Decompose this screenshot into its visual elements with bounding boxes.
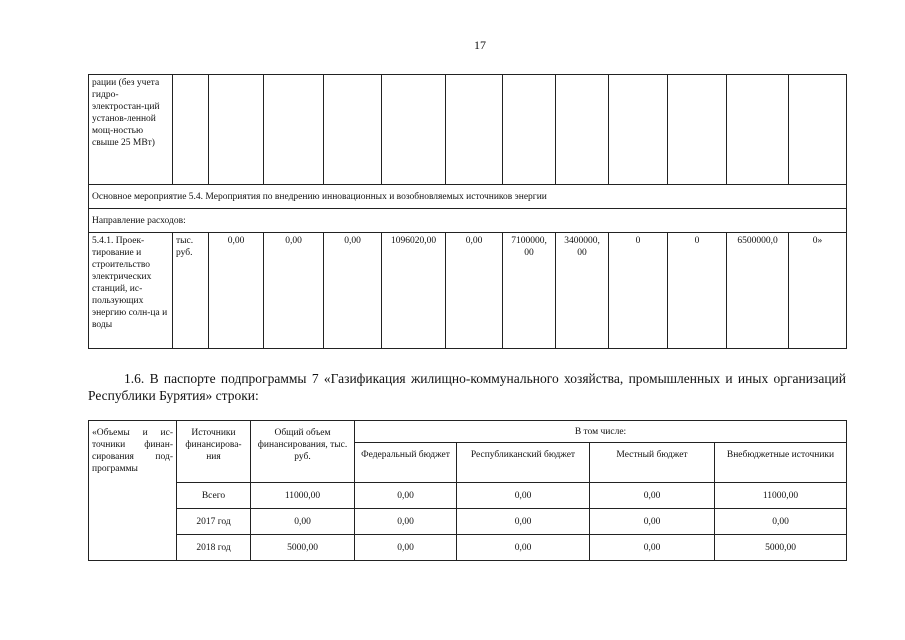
offbudget-cell: 5000,00 — [715, 535, 847, 561]
value-cell: 0,00 — [324, 233, 382, 349]
table-row — [89, 535, 847, 561]
page-number: 17 — [474, 38, 486, 52]
value-cell: 0,00 — [209, 233, 264, 349]
row-label: 2017 год — [177, 509, 251, 535]
col-header-total: Общий объем финансирования, тыс. руб. — [251, 421, 355, 483]
total-cell: 5000,00 — [251, 535, 355, 561]
local-cell: 0,00 — [590, 509, 715, 535]
measures-table — [88, 74, 847, 349]
main-measure-heading: Основное мероприятие 5.4. Мероприятия по внедрению инновационных и возобновляемых источников энергии — [89, 185, 847, 209]
value-cell: 6500000,0 — [727, 233, 789, 349]
total-cell: 0,00 — [251, 509, 355, 535]
federal-cell: 0,00 — [355, 535, 457, 561]
table-row — [89, 233, 847, 349]
value-cell: 7100000, 00 — [503, 233, 556, 349]
offbudget-cell: 0,00 — [715, 509, 847, 535]
col-header-sources: Источники финансирова-ния — [177, 421, 251, 483]
col-header-republic: Республиканский бюджет — [457, 443, 590, 483]
federal-cell: 0,00 — [355, 483, 457, 509]
value-cell: 3400000, 00 — [556, 233, 609, 349]
value-cell: 0,00 — [264, 233, 324, 349]
table-row — [89, 185, 847, 209]
value-cell: 0,00 — [446, 233, 503, 349]
expense-direction-heading: Направление расходов: — [89, 209, 847, 233]
row-name-cell: рации (без учета гидро-электростан-ций установ-ленной мощ-ностью свыше 25 МВт) — [89, 75, 173, 185]
value-cell: 0 — [609, 233, 668, 349]
funding-label-cell: «Объемы и ис-точники финан-сирования под-программы — [89, 421, 177, 561]
value-cell: 0» — [789, 233, 847, 349]
value-cell: 1096020,00 — [382, 233, 446, 349]
federal-cell: 0,00 — [355, 509, 457, 535]
republic-cell: 0,00 — [457, 509, 590, 535]
local-cell: 0,00 — [590, 483, 715, 509]
offbudget-cell: 11000,00 — [715, 483, 847, 509]
table-row — [89, 509, 847, 535]
row-label: 2018 год — [177, 535, 251, 561]
republic-cell: 0,00 — [457, 535, 590, 561]
value-cell: 0 — [668, 233, 727, 349]
table-row — [89, 209, 847, 233]
col-header-federal: Федеральный бюджет — [355, 443, 457, 483]
table-header-row — [89, 421, 847, 443]
table-row — [89, 75, 847, 185]
col-header-including: В том числе: — [355, 421, 847, 443]
amendment-paragraph: 1.6. В паспорте подпрограммы 7 «Газификация жилищно-коммунального хозяйства, промышленных и иных организаций Республики Бурятия» строки: — [88, 371, 846, 403]
col-header-local: Местный бюджет — [590, 443, 715, 483]
funding-table — [88, 420, 847, 561]
total-cell: 11000,00 — [251, 483, 355, 509]
measure-name-cell: 5.4.1. Проек-тирование и строительство электрических станций, ис-пользующих энергию солн-ца и воды — [89, 233, 173, 349]
republic-cell: 0,00 — [457, 483, 590, 509]
row-label: Всего — [177, 483, 251, 509]
unit-cell: тыс. руб. — [173, 233, 209, 349]
local-cell: 0,00 — [590, 535, 715, 561]
table-row — [89, 483, 847, 509]
col-header-offbudget: Внебюджетные источники — [715, 443, 847, 483]
